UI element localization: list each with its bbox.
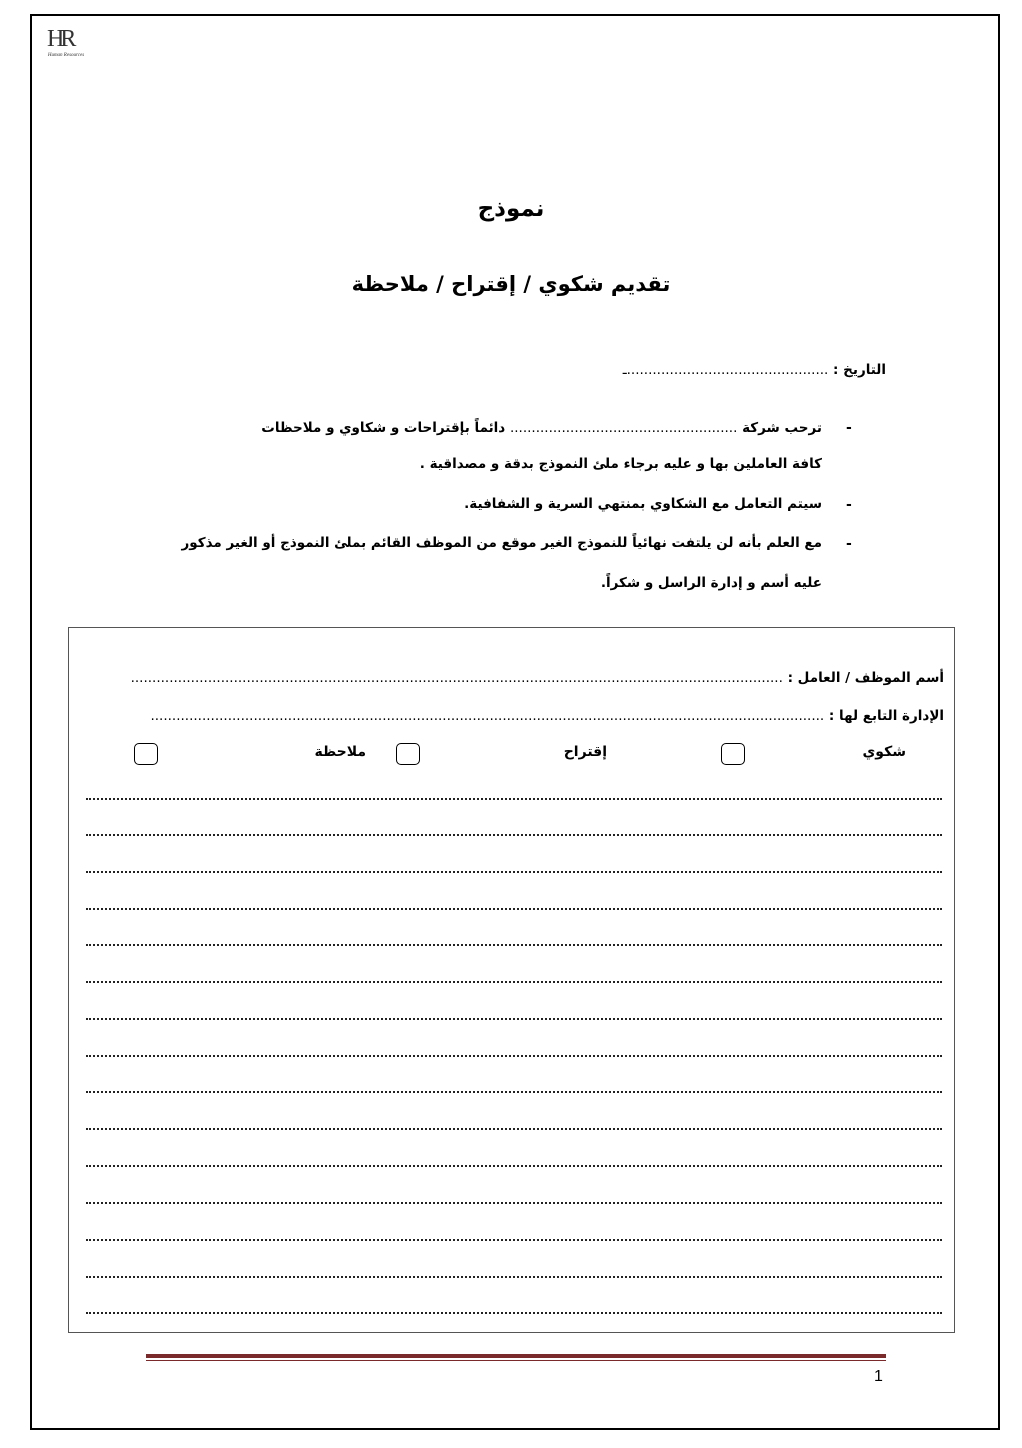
writing-line[interactable] [86,834,942,836]
intro-bullet-1-line-2: كافة العاملين بها و عليه برجاء ملئ النموذج بدقة و مصداقية . [419,456,822,472]
logo-subtitle: Human Resources [47,53,85,58]
suggestion-checkbox[interactable] [396,743,420,765]
date-dots: ...............................................ـ [622,362,829,378]
intro-bullet-1-line-1 [261,420,822,436]
writing-line[interactable] [86,1276,942,1278]
intro-bullet-2: سيتم التعامل مع الشكاوي بمنتهي السرية و الشفافية. [464,496,822,512]
writing-line[interactable] [86,981,942,983]
department-dots: ............................................................................................................................................................. [150,708,825,724]
writing-line[interactable] [86,1202,942,1204]
note-label: ملاحظة [314,744,366,760]
document-title: نموذج [477,196,545,222]
writing-line[interactable] [86,1018,942,1020]
writing-line[interactable] [86,1165,942,1167]
complaint-label: شكوي [862,744,906,760]
writing-line[interactable] [86,1055,942,1057]
intro-bullet-3-line-2: عليه أسم و إدارة الراسل و شكراً. [600,575,822,591]
employee-name-field[interactable] [131,670,944,686]
bullet-dash: - [846,536,852,552]
complaint-checkbox[interactable] [721,743,745,765]
suggestion-label: إقتراح [563,744,607,760]
note-checkbox[interactable] [134,743,158,765]
date-label: التاريخ : [833,362,886,378]
writing-line[interactable] [86,1128,942,1130]
footer-rule-thin [146,1360,886,1361]
page-number: 1 [874,1368,883,1385]
form-box [68,627,955,1333]
department-label: الإدارة التابع لها : [828,708,944,724]
writing-line[interactable] [86,1312,942,1314]
writing-line[interactable] [86,1091,942,1093]
writing-line[interactable] [86,871,942,873]
footer-rule-thick [146,1354,886,1358]
intro-bullet-3-line-1: مع العلم بأنه لن يلتفت نهائياً للنموذج الغير موقع من الموظف القائم بملئ النموذج أو الغير مذكور [181,535,822,551]
writing-line[interactable] [86,908,942,910]
logo-mark: HR [47,26,73,52]
bullet-dash: - [846,420,852,436]
intro-text: ترحب شركة [742,420,822,436]
bullet-dash: - [846,497,852,513]
employee-name-dots: ........................................................................................................................................................ [130,670,783,686]
date-field[interactable] [623,362,886,378]
company-dots: ..................................................... [509,420,738,436]
hr-logo [38,26,94,62]
document-subtitle: تقديم شكوي / إقتراح / ملاحظة [351,272,671,296]
writing-line[interactable] [86,1239,942,1241]
employee-name-label: أسم الموظف / العامل : [787,670,944,686]
department-field[interactable] [150,708,944,724]
writing-line[interactable] [86,944,942,946]
intro-text: دائماً بإقتراحات و شكاوي و ملاحظات [261,420,506,436]
writing-line[interactable] [86,798,942,800]
